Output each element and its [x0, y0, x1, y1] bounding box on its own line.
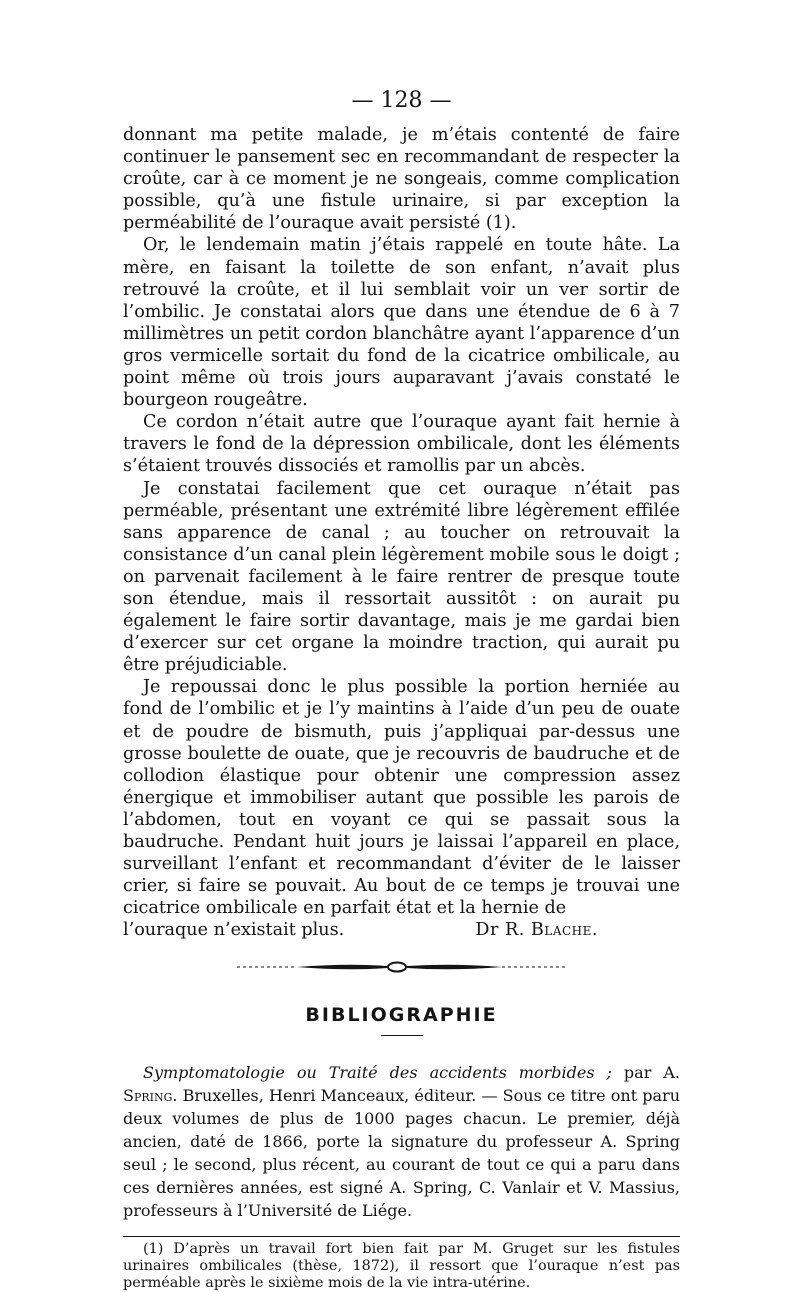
author-signature — [475, 919, 680, 941]
section-title: BIBLIOGRAPHIE — [305, 1004, 498, 1027]
page-number: — 128 — — [351, 88, 452, 113]
closing-line — [123, 919, 680, 941]
body-paragraph: Ce cordon n’était autre que l’ouraque ayant fait hernie à travers le fond de la dépression ombilicale, dont les éléments s’étaient trouvés dissociés et ramollis par un abcès. — [123, 412, 680, 477]
bibliography-entry — [123, 1061, 680, 1222]
footnote-text: (1) D’après un travail fort bien fait par M. Gruget sur les fistules urinaires ombilicales (thèse, 1872), il ressort que l’ouraque n’est pas perméable après le sixième mois de la vie intra-utérine. — [123, 1241, 680, 1292]
signature-name: Blache. — [530, 920, 598, 941]
work-title: Symptomatologie ou Traité des accidents morbides ; — [143, 1063, 612, 1083]
signature-prefix: Dr R. — [475, 920, 531, 941]
footnote-separator — [123, 1236, 680, 1237]
work-author: Spring. — [123, 1086, 178, 1106]
footnote — [123, 1241, 680, 1292]
ornamental-divider — [237, 959, 567, 975]
work-description: Bruxelles, Henri Manceaux, éditeur. — Sous ce titre ont paru deux volumes de plus de 1000 pages chacun. Le premier, déjà ancien, daté de 1866, porte la signature du professeur A. Spring seul ; le second, plus récent, au courant de tout ce qui a paru dans ces dernières années, est signé A. Spring, C. Vanlair et V. Massius, professeurs à l’Université de Liége. — [123, 1086, 680, 1221]
article-body — [123, 124, 680, 941]
body-paragraph: donnant ma petite malade, je m’étais contenté de faire continuer le pansement sec en recommandant de respecter la croûte, car à ce moment je ne songeais, comme complication possible, qu’à une fistule urinaire, si par exception la perméabilité de l’ouraque avait persisté (1). — [123, 125, 680, 234]
page — [123, 88, 680, 1292]
work-by: par A. — [611, 1063, 680, 1083]
bibliography-paragraph — [123, 1061, 680, 1222]
closing-text: l’ouraque n’existait plus. — [123, 920, 345, 941]
body-paragraph: Or, le lendemain matin j’étais rappelé en toute hâte. La mère, en faisant la toilette de son enfant, n’avait plus retrouvé la croûte, et il lui semblait voir un ver sortir de l’ombilic. Je constatai alors que dans une étendue de 6 à 7 millimètres un petit cordon blanchâtre ayant l’apparence d’un gros vermicelle sortait du fond de la cicatrice ombilicale, au point même où trois jours auparavant j’avais constaté le bourgeon rougeâtre. — [123, 235, 680, 411]
body-paragraph: Je constatai facilement que cet ouraque n’était pas perméable, présentant une extrémité libre légèrement effilée sans apparence de canal ; au toucher on retrouvait la consistance d’un canal plein légèrement mobile sous le doigt ; on parvenait facilement à le faire rentrer de presque toute son étendue, mais il ressortait aussitôt : on aurait pu également le faire sortir davantage, mais je me gardai bien d’exercer sur cet organe la moindre traction, qui aurait pu être préjudiciable. — [123, 478, 680, 676]
body-paragraph: Je repoussai donc le plus possible la portion herniée au fond de l’ombilic et je l’y maintins à l’aide d’un peu de ouate et de poudre de bismuth, puis j’appliquai par-dessus une grosse boulette de ouate, que je recouvris de baudruche et de collodion élastique pour obtenir une compression assez énergique et immobiliser autant que possible les parois de l’abdomen, tout en voyant ce qui se passait sous la baudruche. Pendant huit jours je laissai l’appareil en place, surveillant l’enfant et recommandant d’éviter de le laisser crier, si faire se pouvait. Au bout de ce temps je trouvai une cicatrice ombilicale en parfait état et la hernie de — [123, 677, 680, 919]
title-underline — [381, 1035, 423, 1036]
